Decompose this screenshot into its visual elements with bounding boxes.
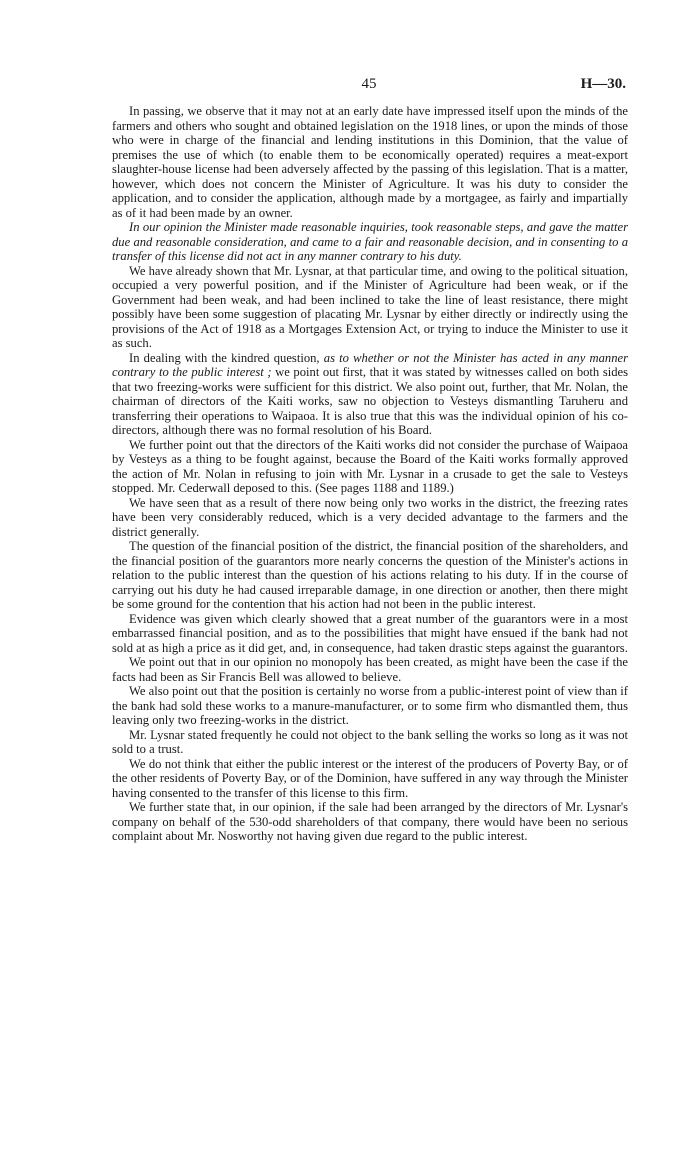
paragraph xyxy=(112,655,628,684)
paragraph xyxy=(112,728,628,757)
paragraph xyxy=(112,264,628,351)
paragraph xyxy=(112,539,628,612)
paragraph xyxy=(112,800,628,844)
document-body xyxy=(112,104,628,844)
text-run: We further point out that the directors of the Kaiti works did not consider the purchase of Waipaoa by Vesteys as a thing to be fought against, because the Board of the Kaiti works formally approved the action of Mr. Nolan in refusing to join with Mr. Lysnar in a crusade to get the sale to Vesteys stopped. Mr. Cederwall deposed to this. (See pages 1188 and 1189.) xyxy=(112,437,628,495)
paragraph xyxy=(112,496,628,540)
paragraph xyxy=(112,684,628,728)
text-run: We have seen that as a result of there now being only two works in the district, the freezing rates have been very considerably reduced, which is a very decided advantage to the farmers and the district generally. xyxy=(112,495,628,539)
paragraph xyxy=(112,104,628,220)
text-run: We also point out that the position is certainly no worse from a public-interest point of view than if the bank had sold these works to a manure-manufacturer, or to some firm who dismantled them, thus leaving only two freezing-works in the district. xyxy=(112,684,628,727)
text-run: We further state that, in our opinion, if the sale had been arranged by the directors of Mr. Lysnar's company on behalf of the 530-odd shareholders of that company, there would have been no serious complaint about Mr. Nosworthy not having given due regard to the public interest. xyxy=(112,800,628,843)
italic-text: as to whether or not the Minister has acted in any manner contrary to the public interest ; xyxy=(112,350,628,379)
paragraph xyxy=(112,220,628,264)
text-run: Mr. Lysnar stated frequently he could not object to the bank selling the works so long as it was not sold to a trust. xyxy=(112,727,628,756)
text-run: In passing, we observe that it may not at an early date have impressed itself upon the minds of the farmers and others who sought and obtained legislation on the 1918 lines, or upon the minds of those who were in charge of the financial and lending institutions in this Dominion, that the value of premises the use of which (to enable them to be economically operated) requires a meat-export slaughter-house license had been adversely affected by the passing of this legislation. That is a matter, however, which does not concern the Minister of Agriculture. It was his duty to consider the application, and to consider the application, although made by a mortgagee, as fairly and impartially as of it had been made by an owner. xyxy=(112,104,628,220)
page-header xyxy=(112,72,626,96)
text-run: we point out first, that it was stated by witnesses called on both sides that two freezing-works were sufficient for this district. We also point out, further, that Mr. Nolan, the chairman of directors of the Kaiti works, saw no objection to Vesteys dismantling Taruheru and transferring their operations to Waipaoa. It is also true that this was the individual opinion of his co-directors, although there was no formal resolution of his Board. xyxy=(112,365,629,437)
paragraph xyxy=(112,438,628,496)
italic-text: In our opinion the Minister made reasonable inquiries, took reasonable steps, and gave the matter due and reasonable consideration, and came to a fair and reasonable decision, and in consenting to a transfer of this license did not act in any manner contrary to his duty. xyxy=(112,220,628,263)
text-run: We have already shown that Mr. Lysnar, at that particular time, and owing to the political situation, occupied a very powerful position, and if the Minister of Agriculture had been weak, or if the Government had been weak, and had been inclined to take the line of least resistance, there might possibly have been some suggestion of placating Mr. Lysnar by either directly or indirectly using the provisions of the Act of 1918 as a Mortgages Extension Act, or trying to induce the Minister to use it as such. xyxy=(112,263,628,350)
text-run: Evidence was given which clearly showed that a great number of the guarantors were in a most embarrassed financial position, and as to the possibilities that might have ensued if the bank had not sold at as high a price as it did get, and, in consequence, had taken drastic steps against the guarantors. xyxy=(112,611,628,655)
page-number: 45 xyxy=(361,76,377,92)
text-run: The question of the financial position of the district, the financial position of the shareholders, and the financial position of the guarantors more nearly concerns the question of the Minister's actions in relation to the public interest than the question of his actions relating to his duty. If in the course of carrying out his duty he had caused irreparable damage, in one direction or another, then there might be some ground for the contention that his action had not been in the public interest. xyxy=(112,539,628,611)
paragraph xyxy=(112,612,628,656)
document-reference: H—30. xyxy=(580,76,626,92)
text-run: In dealing with the kindred question, xyxy=(129,350,324,365)
text-run: We do not think that either the public interest or the interest of the producers of Poverty Bay, or of the other residents of Poverty Bay, or of the Dominion, have suffered in any way through the Minister having consented to the transfer of this license to this firm. xyxy=(112,756,628,800)
text-run: We point out that in our opinion no monopoly has been created, as might have been the case if the facts had been as Sir Francis Bell was allowed to believe. xyxy=(112,655,628,684)
paragraph xyxy=(112,757,628,801)
paragraph xyxy=(112,351,628,438)
